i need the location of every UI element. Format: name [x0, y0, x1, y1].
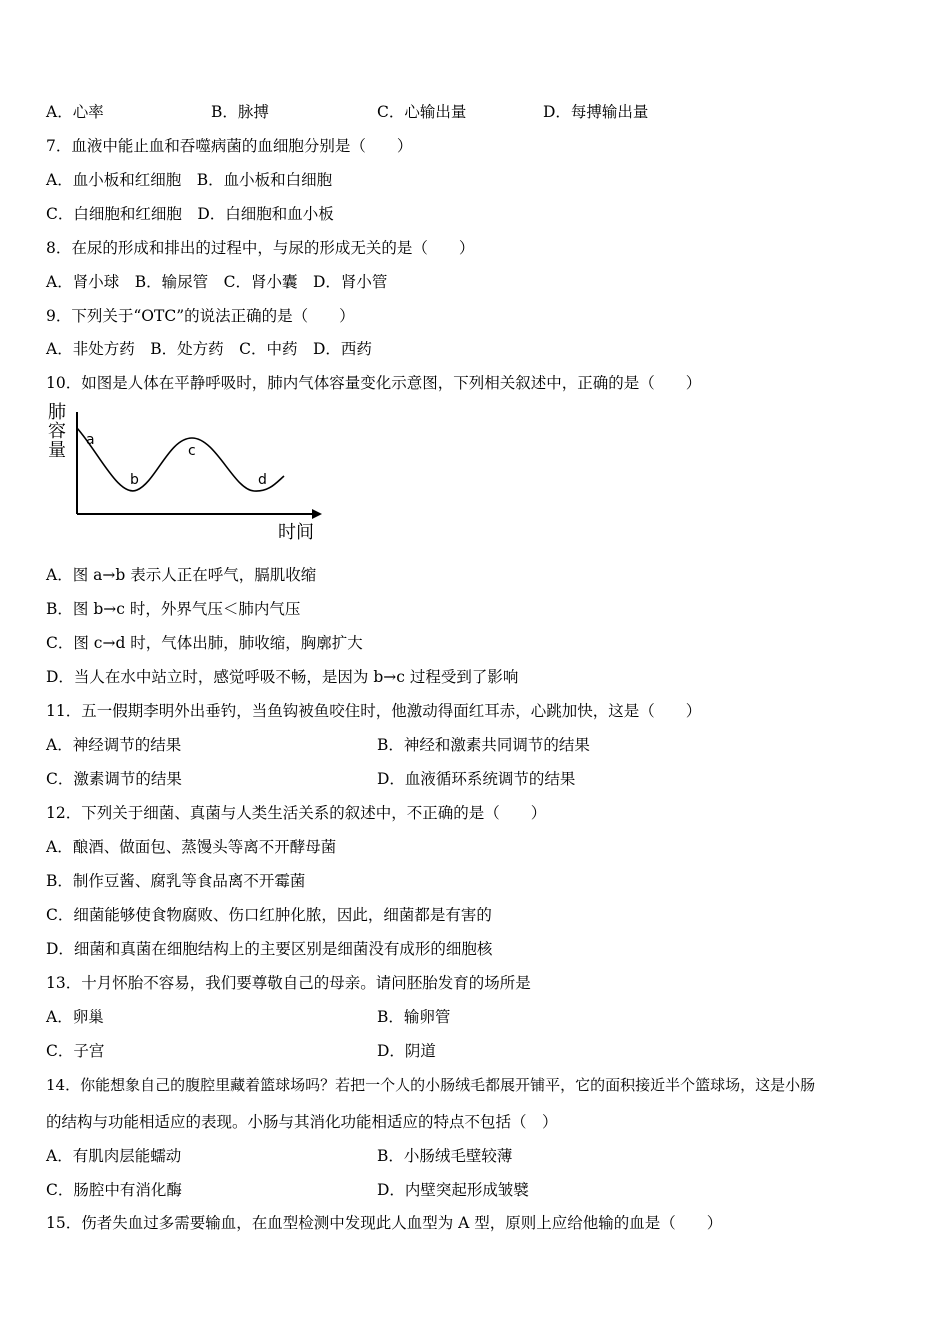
q13-stem: 13．十月怀胎不容易，我们要尊敬自己的母亲。请问胚胎发育的场所是 [46, 974, 531, 992]
graph-point-d: d [258, 472, 267, 488]
graph-point-c: c [188, 443, 196, 459]
graph-y-label-char3: 量 [48, 440, 66, 461]
q6-option-c: C．心输出量 [377, 103, 467, 121]
q11-option-a: A．神经调节的结果 [46, 736, 182, 754]
q7-options-line2: C．白细胞和红细胞 D．白细胞和血小板 [46, 205, 334, 223]
q11-option-c: C．激素调节的结果 [46, 770, 182, 788]
q14-option-d: D．内壁突起形成皱襞 [377, 1181, 529, 1199]
q13-option-a: A．卵巢 [46, 1008, 104, 1026]
q14-stem-line1: 14．你能想象自己的腹腔里藏着篮球场吗？若把一个人的小肠绒毛都展开铺平，它的面积接近半个篮球场，这是小肠 [46, 1076, 816, 1094]
q14-option-b: B．小肠绒毛壁较薄 [377, 1147, 513, 1165]
q10-stem: 10．如图是人体在平静呼吸时，肺内气体容量变化示意图，下列相关叙述中，正确的是（ ） [46, 374, 702, 392]
graph-x-axis-arrow [312, 509, 322, 519]
q12-option-c: C．细菌能够使食物腐败、伤口红肿化脓，因此，细菌都是有害的 [46, 906, 492, 924]
q11-option-b: B．神经和激素共同调节的结果 [377, 736, 590, 754]
q13-option-d: D．阴道 [377, 1042, 436, 1060]
graph-x-label: 时间 [278, 522, 314, 543]
q9-stem: 9．下列关于“OTC”的说法正确的是（ ） [46, 307, 355, 325]
q8-options: A．肾小球 B．输尿管 C．肾小囊 D．肾小管 [46, 273, 388, 291]
q10-option-a: A．图 a→b 表示人正在呼气，膈肌收缩 [46, 566, 317, 584]
q11-stem: 11．五一假期李明外出垂钓，当鱼钩被鱼咬住时，他激动得面红耳赤，心跳加快，这是（ ） [46, 702, 702, 720]
q6-option-a: A．心率 [46, 103, 104, 121]
q10-option-d: D．当人在水中站立时，感觉呼吸不畅，是因为 b→c 过程受到了影响 [46, 668, 519, 686]
q15-stem: 15．伤者失血过多需要输血，在血型检测中发现此人血型为 A 型，原则上应给他输的血是（ ） [46, 1214, 723, 1232]
q7-options-line1: A．血小板和红细胞 B．血小板和白细胞 [46, 171, 333, 189]
lung-volume-graph [44, 398, 334, 548]
q13-option-c: C．子宫 [46, 1042, 105, 1060]
q6-option-b: B．脉搏 [211, 103, 269, 121]
graph-point-a: a [86, 432, 95, 448]
q12-stem: 12．下列关于细菌、真菌与人类生活关系的叙述中，不正确的是（ ） [46, 804, 547, 822]
q14-stem-line2: 的结构与功能相适应的表现。小肠与其消化功能相适应的特点不包括（ ） [46, 1113, 558, 1131]
q12-option-a: A．酿酒、做面包、蒸馒头等离不开酵母菌 [46, 838, 337, 856]
graph-y-label-char2: 容 [48, 421, 66, 442]
graph-y-label-char1: 肺 [48, 402, 66, 423]
q10-option-b: B．图 b→c 时，外界气压＜肺内气压 [46, 600, 301, 618]
q11-option-d: D．血液循环系统调节的结果 [377, 770, 576, 788]
q14-option-c: C．肠腔中有消化酶 [46, 1181, 182, 1199]
q12-option-d: D．细菌和真菌在细胞结构上的主要区别是细菌没有成形的细胞核 [46, 940, 493, 958]
q12-option-b: B．制作豆酱、腐乳等食品离不开霉菌 [46, 872, 306, 890]
q10-option-c: C．图 c→d 时，气体出肺，肺收缩，胸廓扩大 [46, 634, 363, 652]
q13-option-b: B．输卵管 [377, 1008, 451, 1026]
q14-option-a: A．有肌肉层能蠕动 [46, 1147, 182, 1165]
q8-stem: 8．在尿的形成和排出的过程中，与尿的形成无关的是（ ） [46, 239, 475, 257]
q9-options: A．非处方药 B．处方药 C．中药 D．西药 [46, 340, 372, 358]
graph-point-b: b [130, 472, 139, 488]
graph-volume-curve [77, 428, 284, 491]
q7-stem: 7．血液中能止血和吞噬病菌的血细胞分别是（ ） [46, 137, 413, 155]
q6-option-d: D．每搏输出量 [543, 103, 649, 121]
